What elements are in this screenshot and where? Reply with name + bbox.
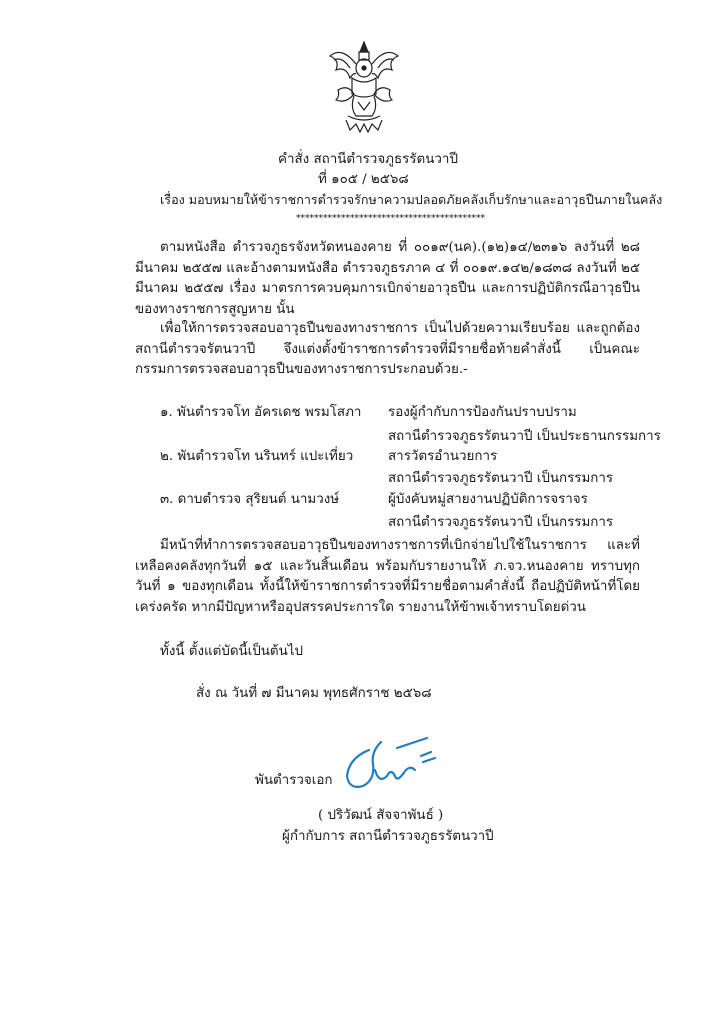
header-divider: ****************************************** bbox=[296, 214, 485, 224]
garuda-emblem-icon bbox=[326, 38, 402, 138]
member-1-role: สถานีตำรวจภูธรรัตนวาปี เป็นประธานกรรมการ bbox=[388, 429, 661, 444]
order-title: คำสั่ง สถานีตำรวจภูธรรัตนวาปี bbox=[278, 152, 458, 167]
paragraph-reference: ตามหนังสือ ตำรวจภูธรจังหวัดหนองคาย ที่ ๐๐๑๙(นค).(๑๒)๑๔/๒๓๑๖ ลงวันที่ ๒๘ มีนาคม ๒๕๕๗ และอ้างตามหนังสือ ตำรวจภูธรภาค ๔ ที่ ๐๐๑๙.๑๔๒/๑๘๓๘ ลงวันที่ ๒๕ มีนาคม ๒๕๕๗ เรื่อง มาตรการควบคุมการเบิกจ่ายอาวุธปืน และการปฏิบัติกรณีอาวุธปืนของทางราชการสูญหาย นั้น bbox=[135, 240, 640, 317]
signer-name: ( ปริวัฒน์ สัจจาพันธ์ ) bbox=[318, 808, 444, 823]
paragraph-duties: มีหน้าที่ทำการตรวจสอบอาวุธปืนของทางราชการที่เบิกจ่ายไปใช้ในราชการ และที่เหลือคงคลังทุกวันที่ ๑๕ และวันสิ้นเดือน พร้อมกับรายงานให้ ภ.จว.หนองคาย ทราบทุกวันที่ ๑ ของทุกเดือน ทั้งนี้ให้ข้าราชการตำรวจที่มีรายชื่อตามคำสั่งนี้ ถือปฏิบัติหน้าที่โดยเคร่งครัด หากมีปัญหาหรืออุปสรรคประการใด รายงานให้ข้าพเจ้าทราบโดยด่วน bbox=[135, 538, 640, 615]
order-subject: เรื่อง มอบหมายให้ข้าราชการตำรวจรักษาความปลอดภัยคลังเก็บรักษาและอาวุธปืนภายในคลัง bbox=[160, 192, 663, 207]
handwritten-signature-icon bbox=[335, 730, 445, 800]
member-2-role: สถานีตำรวจภูธรรัตนวาปี เป็นกรรมการ bbox=[388, 471, 614, 486]
order-number: ที่ ๑๐๕ / ๒๕๖๘ bbox=[318, 172, 409, 187]
paragraph-purpose: เพื่อให้การตรวจสอบอาวุธปืนของทางราชการ เป็นไปด้วยความเรียบร้อย และถูกต้อง สถานีตำรวจรัตนวาปี จึงแต่งตั้งข้าราชการตำรวจที่มีรายชื่อท้ายคำสั่งนี้ เป็นคณะกรรมการตรวจสอบอาวุธปืนของทางราชการประกอบด้วย.- bbox=[135, 321, 640, 377]
member-1-position: รองผู้กำกับการป้องกันปราบปราม bbox=[388, 405, 577, 420]
member-3-name: ๓. ดาบตำรวจ สุริยนต์ นามวงษ์ bbox=[160, 492, 340, 507]
signer-rank: พันตำรวจเอก bbox=[255, 773, 333, 788]
member-2-position: สารวัตรอำนวยการ bbox=[388, 449, 498, 464]
member-3-position: ผู้บังคับหมู่สายงานปฏิบัติการจราจร bbox=[388, 492, 588, 507]
member-2-name: ๒. พันตำรวจโท นรินทร์ แปะเที่ยว bbox=[160, 449, 354, 464]
member-3-role: สถานีตำรวจภูธรรัตนวาปี เป็นกรรมการ bbox=[388, 515, 614, 530]
signer-title: ผู้กำกับการ สถานีตำรวจภูธรรัตนวาปี bbox=[282, 829, 494, 844]
order-date: สั่ง ณ วันที่ ๗ มีนาคม พุทธศักราช ๒๕๖๘ bbox=[196, 686, 432, 701]
member-1-name: ๑. พันตำรวจโท อัครเดช พรมโสภา bbox=[160, 405, 362, 420]
effective-statement: ทั้งนี้ ตั้งแต่บัดนี้เป็นต้นไป bbox=[160, 644, 304, 659]
